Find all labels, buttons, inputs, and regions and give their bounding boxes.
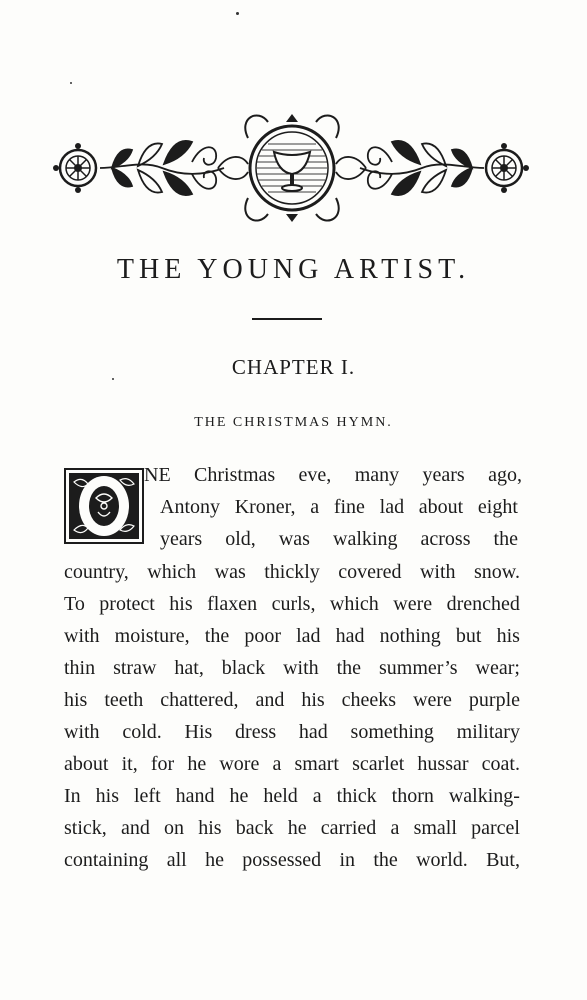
- text-line: about it, for he wore a smart scarlet hussar coat.: [64, 753, 520, 775]
- ink-speck: [236, 12, 239, 15]
- title-divider: [252, 318, 322, 320]
- rosette-icon: [486, 143, 529, 193]
- chapter-subtitle: THE CHRISTMAS HYMN.: [194, 415, 393, 430]
- leaf-scroll-icon: [100, 141, 248, 195]
- rosette-icon: [53, 143, 96, 193]
- leaf-scroll-icon: [336, 141, 484, 195]
- text-line: NE Christmas eve, many years ago,: [144, 464, 522, 486]
- text-line: years old, was walking across the: [160, 528, 518, 550]
- text-line: with moisture, the poor lad had nothing but his: [64, 625, 520, 647]
- text-line: his teeth chattered, and his cheeks were purple: [64, 689, 520, 711]
- ink-speck: [70, 82, 72, 84]
- chapter-heading: CHAPTER I.: [231, 355, 356, 379]
- text-line: stick, and on his back he carried a small parcel: [64, 817, 520, 839]
- book-title: THE YOUNG ARTIST.: [116, 254, 471, 285]
- text-line: country, which was thickly covered with snow.: [64, 561, 520, 583]
- drop-cap-o: [64, 468, 144, 544]
- text-line: with cold. His dress had something military: [64, 721, 520, 743]
- text-line: thin straw hat, black with the summer’s wear;: [64, 657, 520, 679]
- text-line: Antony Kroner, a fine lad about eight: [160, 496, 518, 518]
- chalice-medallion-icon: [245, 114, 338, 222]
- text-line: In his left hand he held a thick thorn walking-: [64, 785, 520, 807]
- header-ornament: [52, 112, 532, 222]
- text-line: containing all he possessed in the world. But,: [64, 849, 520, 871]
- text-line: To protect his flaxen curls, which were drenched: [64, 593, 520, 615]
